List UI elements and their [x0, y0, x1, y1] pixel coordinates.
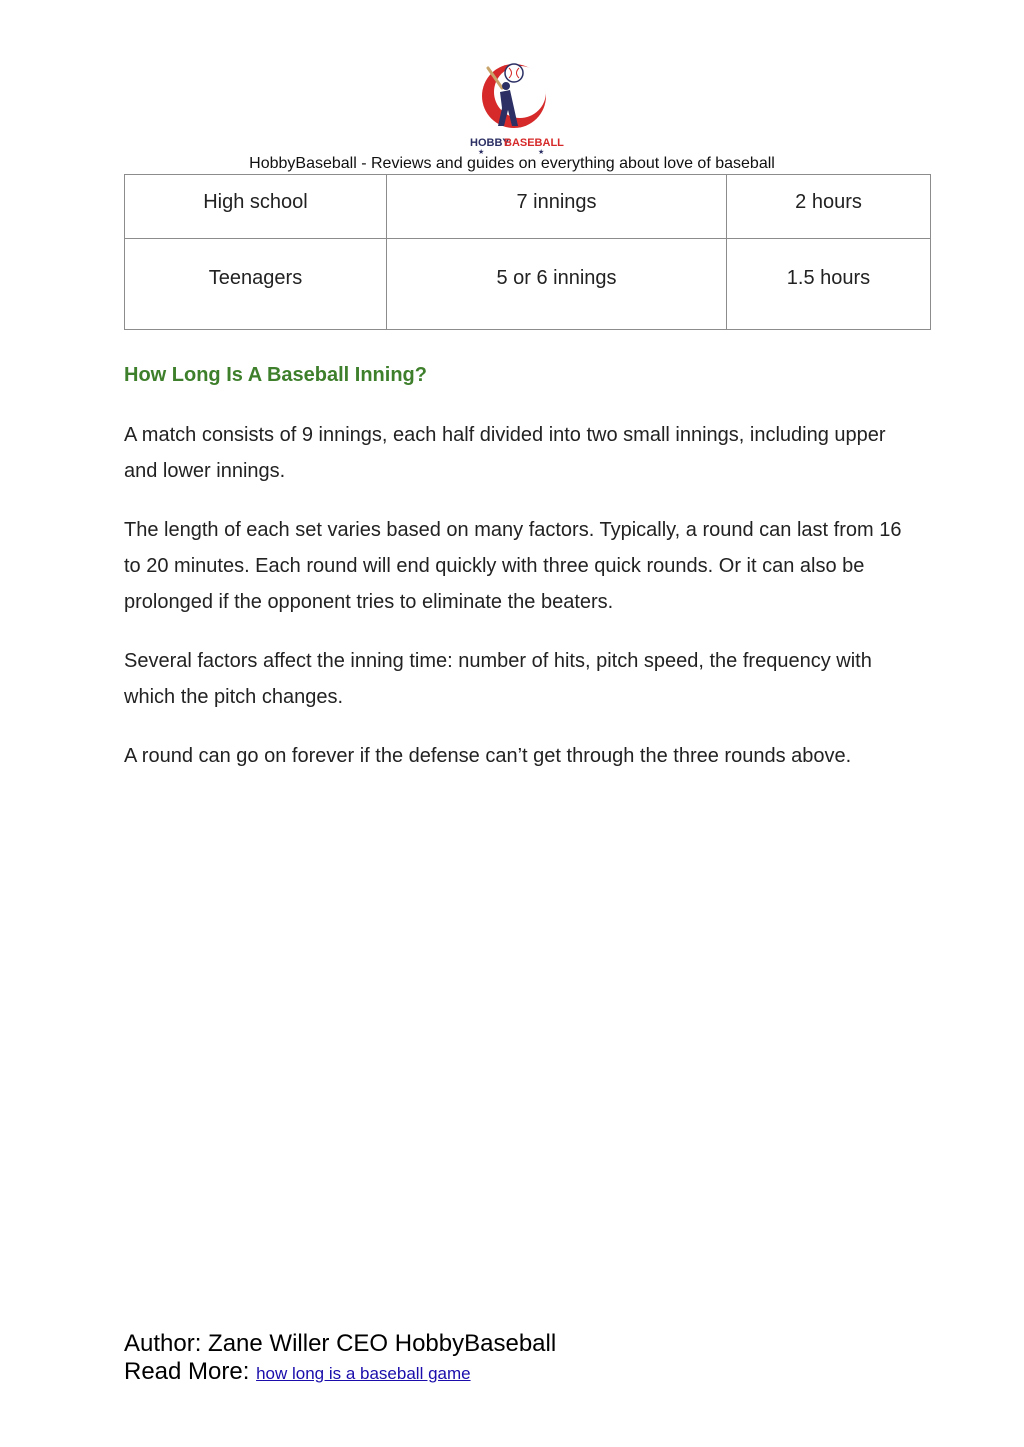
paragraph: A match consists of 9 innings, each half divided into two small innings, including upper and lower innings. — [124, 424, 886, 482]
logo-star-left-icon: ★ — [478, 149, 485, 154]
paragraph: A round can go on forever if the defense can’t get through the three rounds above. — [124, 745, 852, 767]
table-cell-innings: 5 or 6 innings — [387, 239, 727, 330]
table-cell-innings: 7 innings — [387, 175, 727, 239]
site-tagline: HobbyBaseball - Reviews and guides on everything about love of baseball — [249, 155, 775, 172]
logo-text-hobby: HOBBY — [470, 137, 510, 149]
table-row — [125, 175, 931, 239]
hobbybaseball-logo — [470, 56, 566, 154]
logo-text-baseball: BASEBALL — [504, 137, 564, 149]
read-more-line — [124, 1358, 471, 1386]
table-cell-duration: 1.5 hours — [727, 239, 931, 330]
section-heading: How Long Is A Baseball Inning? — [124, 364, 427, 386]
table-cell-age-group: High school — [125, 175, 387, 239]
paragraph: The length of each set varies based on many factors. Typically, a round can last from 16 to 20 minutes. Each round will end quickly with three quick rounds. Or it can also be prolonged if the opponent tries to eliminate the beaters. — [124, 519, 902, 613]
read-more-label: Read More: — [124, 1358, 257, 1385]
table-row — [125, 239, 931, 330]
innings-table — [124, 174, 931, 330]
table-cell-duration: 2 hours — [727, 175, 931, 239]
read-more-link[interactable]: how long is a baseball game — [256, 1364, 471, 1383]
paragraph: Several factors affect the inning time: number of hits, pitch speed, the frequency with which the pitch changes. — [124, 650, 872, 708]
author-line: Author: Zane Willer CEO HobbyBaseball — [124, 1330, 557, 1357]
logo-star-right-icon: ★ — [538, 149, 545, 154]
table-cell-age-group: Teenagers — [125, 239, 387, 330]
